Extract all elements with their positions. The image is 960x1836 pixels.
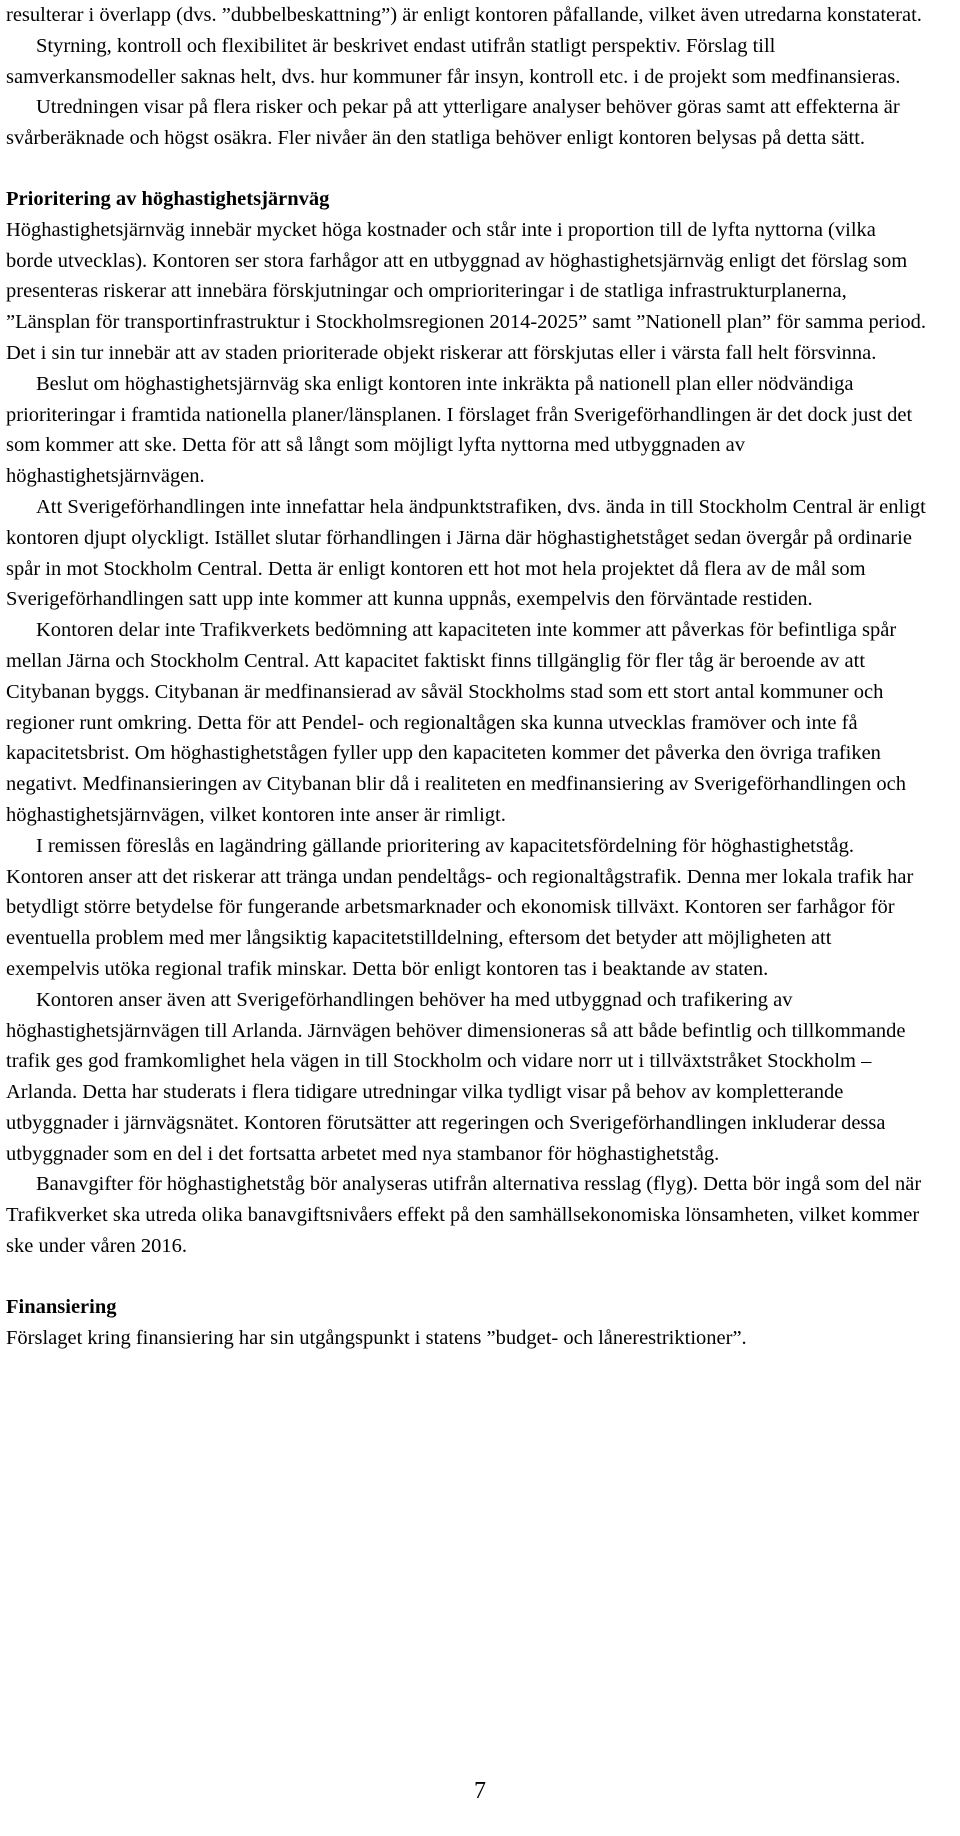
paragraph-financing: Förslaget kring finansiering har sin utgångspunkt i statens ”budget- och lånerestriktioner”. (6, 1326, 747, 1349)
paragraph-styrning: Styrning, kontroll och flexibilitet är beskrivet endast utifrån statligt perspektiv. Förslag till samverkansmodeller saknas helt, dvs. hur kommuner får insyn, kontroll etc. i de projekt som medfinansieras. (6, 34, 901, 88)
paragraph-hsr-endpoint: Att Sverigeförhandlingen inte innefattar hela ändpunktstrafiken, dvs. ända in till Stockholm Central är enligt kontoren djupt olyckligt. Istället slutar förhandlingen i Järna där höghastighetståget sedan övergår på ordinarie spår in mot Stockholm Central. Detta är enligt kontoren ett hot mot hela projektet då flera av de mål som Sverigeförhandlingen satt upp inte kommer att kunna uppnås, exempelvis den förväntade restiden. (6, 495, 926, 611)
paragraph-hsr-national-plan: Beslut om höghastighetsjärnväg ska enligt kontoren inte inkräkta på nationell plan eller nödvändiga prioriteringar i framtida nationella planer/länsplanen. I förslaget från Sverigeförhandlingen är det dock just det som kommer att ske. Detta för att så långt som möjligt lyfta nyttorna med utbyggnaden av höghastighetsjärnvägen. (6, 372, 913, 488)
paragraph-hsr-law-change: I remissen föreslås en lagändring gällande prioritering av kapacitetsfördelning för höghastighetståg. Kontoren anser att det riskerar att tränga undan pendeltågs- och regionaltågstrafik. Denna mer lokala trafik har betydligt större betydelse för fungerande arbetsmarknader och ekonomisk tillväxt. Kontoren ser farhågor för eventuella problem med mer långsiktig kapacitetstilldelning, eftersom det betyder att möjligheten att exempelvis utöka regional trafik minskar. Detta bör enligt kontoren tas i beaktande av staten. (6, 834, 914, 980)
page-number: 7 (474, 1778, 486, 1804)
paragraph-hsr-capacity: Kontoren delar inte Trafikverkets bedömning att kapaciteten inte kommer att påverkas för befintliga spår mellan Järna och Stockholm Central. Att kapacitet faktiskt finns tillgänglig för fler tåg är beroende av att Citybanan byggs. Citybanan är medfinansierad av såväl Stockholms stad som ett stort antal kommuner och regioner runt omkring. Detta för att Pendel- och regionaltågen ska kunna utvecklas framöver och inte få kapacitetsbrist. Om höghastighetstågen fyller upp den kapaciteten kommer det påverka den övriga trafiken negativt. Medfinansieringen av Citybanan blir då i realiteten en medfinansiering av Sverigeförhandlingen och höghastighetsjärnvägen, vilket kontoren inte anser är rimligt. (6, 619, 906, 826)
paragraph-utredningen: Utredningen visar på flera risker och pekar på att ytterligare analyser behöver göras samt att effekterna är svårberäknade och högst osäkra. Fler nivåer än den statliga behöver enligt kontoren belysas på detta sätt. (6, 96, 900, 150)
paragraph-hsr-track-fees: Banavgifter för höghastighetståg bör analyseras utifrån alternativa resslag (flyg). Detta bör ingå som del när Trafikverket ska utreda olika banavgiftsnivåers effekt på den samhällsekonomiska lönsamheten, vilket kommer ske under våren 2016. (6, 1173, 922, 1258)
heading-hsr-priority: Prioritering av höghastighetsjärnväg (6, 187, 330, 210)
paragraph-hsr-arlanda: Kontoren anser även att Sverigeförhandlingen behöver ha med utbyggnad och trafikering av höghastighetsjärnvägen till Arlanda. Järnvägen behöver dimensioneras så att både befintlig och tillkommande trafik ges god framkomlighet hela vägen in till Stockholm och vidare norr ut i tillväxtstråket Stockholm – Arlanda. Detta har studerats i flera tidigare utredningar vilka tydligt visar på behov av kompletterande utbyggnader i järnvägsnätet. Kontoren förutsätter att regeringen och Sverigeförhandlingen inkluderar dessa utbyggnader som en del i det fortsatta arbetet med nya stambanor för höghastighetståg. (6, 988, 906, 1165)
heading-financing: Finansiering (6, 1295, 117, 1318)
paragraph-overlap: resulterar i överlapp (dvs. ”dubbelbeskattning”) är enligt kontoren påfallande, vilket även utredarna konstaterat. (6, 4, 922, 26)
document-body (6, 0, 926, 1353)
paragraph-hsr-costs: Höghastighetsjärnväg innebär mycket höga kostnader och står inte i proportion till de lyfta nyttorna (vilka borde utvecklas). Kontoren ser stora farhågor att en utbyggnad av höghastighetsjärnväg enligt det förslag som presenteras riskerar att innebära förskjutningar och omprioriteringar i de statliga infrastrukturplanerna, ”Länsplan för transportinfrastruktur i Stockholmsregionen 2014-2025” samt ”Nationell plan” för samma period. Det i sin tur innebär att av staden prioriterade objekt riskerar att förskjutas eller i värsta fall helt försvinna. (6, 218, 926, 364)
